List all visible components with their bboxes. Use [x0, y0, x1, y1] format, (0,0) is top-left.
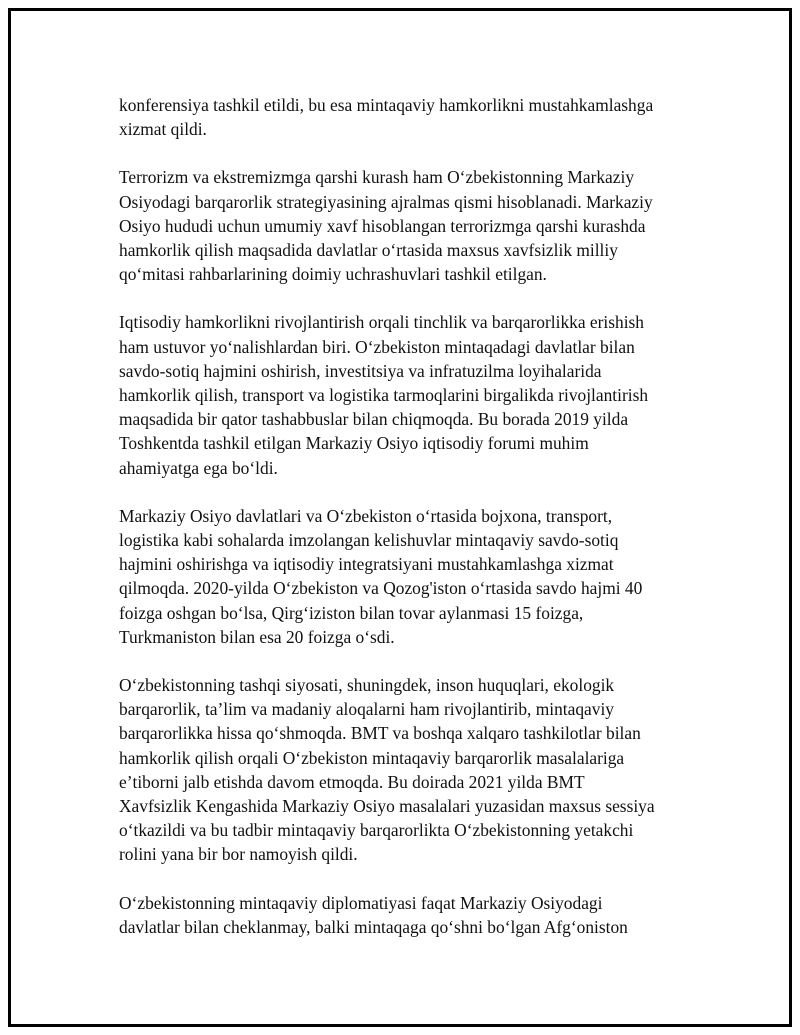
paragraph: Oʻzbekistonning tashqi siyosati, shuningdek, inson huquqlari, ekologik barqarorlik, taʼlim va madaniy aloqalarni ham rivojlantirib, mintaqaviy barqarorlikka hissa qoʻshmoqda. BMT va boshqa xalqaro tashkilotlar bilan hamkorlik qilish orqali Oʻzbekiston mintaqaviy barqarorlik masalalariga eʼtiborni jalb etishda davom etmoqda. Bu doirada 2021 yilda BMT Xavfsizlik Kengashida Markaziy Osiyo masalalari yuzasidan maxsus sessiya oʻtkazildi va bu tadbir mintaqaviy barqarorlikta Oʻzbekistonning yetakchi rolini yana bir bor namoyish qildi. [119, 675, 655, 865]
document-page [8, 8, 792, 1027]
document-body [119, 93, 704, 963]
paragraph: Markaziy Osiyo davlatlari va Oʻzbekiston oʻrtasida bojxona, transport, logistika kabi sohalarda imzolangan kelishuvlar mintaqaviy savdo-sotiq hajmini oshirishga va iqtisodiy integratsiyani mustahkamlashga xizmat qilmoqda. 2020-yilda Oʻzbekiston va Qozog'iston oʻrtasida savdo hajmi 40 foizga oshgan boʻlsa, Qirgʻiziston bilan tovar aylanmasi 15 foizga, Turkmaniston bilan esa 20 foizga oʻsdi. [119, 505, 643, 647]
paragraph: Iqtisodiy hamkorlikni rivojlantirish orqali tinchlik va barqarorlikka erishish ham ustuvor yoʻnalishlardan biri. Oʻzbekiston mintaqadagi davlatlar bilan savdo-sotiq hajmini oshirish, investitsiya va infratuzilma loyihalarida hamkorlik qilish, transport va logistika tarmoqlarini birgalikda rivojlantirish maqsadida bir qator tashabbuslar bilan chiqmoqda. Bu borada 2019 yilda Toshkentda tashkil etilgan Markaziy Osiyo iqtisodiy forumi muhim ahamiyatga ega boʻldi. [119, 312, 649, 478]
paragraph: Oʻzbekistonning mintaqaviy diplomatiyasi faqat Markaziy Osiyodagi davlatlar bilan cheklanmay, balki mintaqaga qoʻshni boʻlgan Afgʻoniston [119, 892, 628, 937]
paragraph: Terrorizm va ekstremizmga qarshi kurash ham Oʻzbekistonning Markaziy Osiyodagi barqarorlik strategiyasining ajralmas qismi hisoblanadi. Markaziy Osiyo hududi uchun umumiy xavf hisoblangan terrorizmga qarshi kurashda hamkorlik qilish maqsadida davlatlar oʻrtasida maxsus xavfsizlik milliy qoʻmitasi rahbarlarining doimiy uchrashuvlari tashkil etilgan. [119, 167, 653, 285]
paragraph: konferensiya tashkil etildi, bu esa mintaqaviy hamkorlikni mustahkamlashga xizmat qildi. [119, 95, 654, 140]
